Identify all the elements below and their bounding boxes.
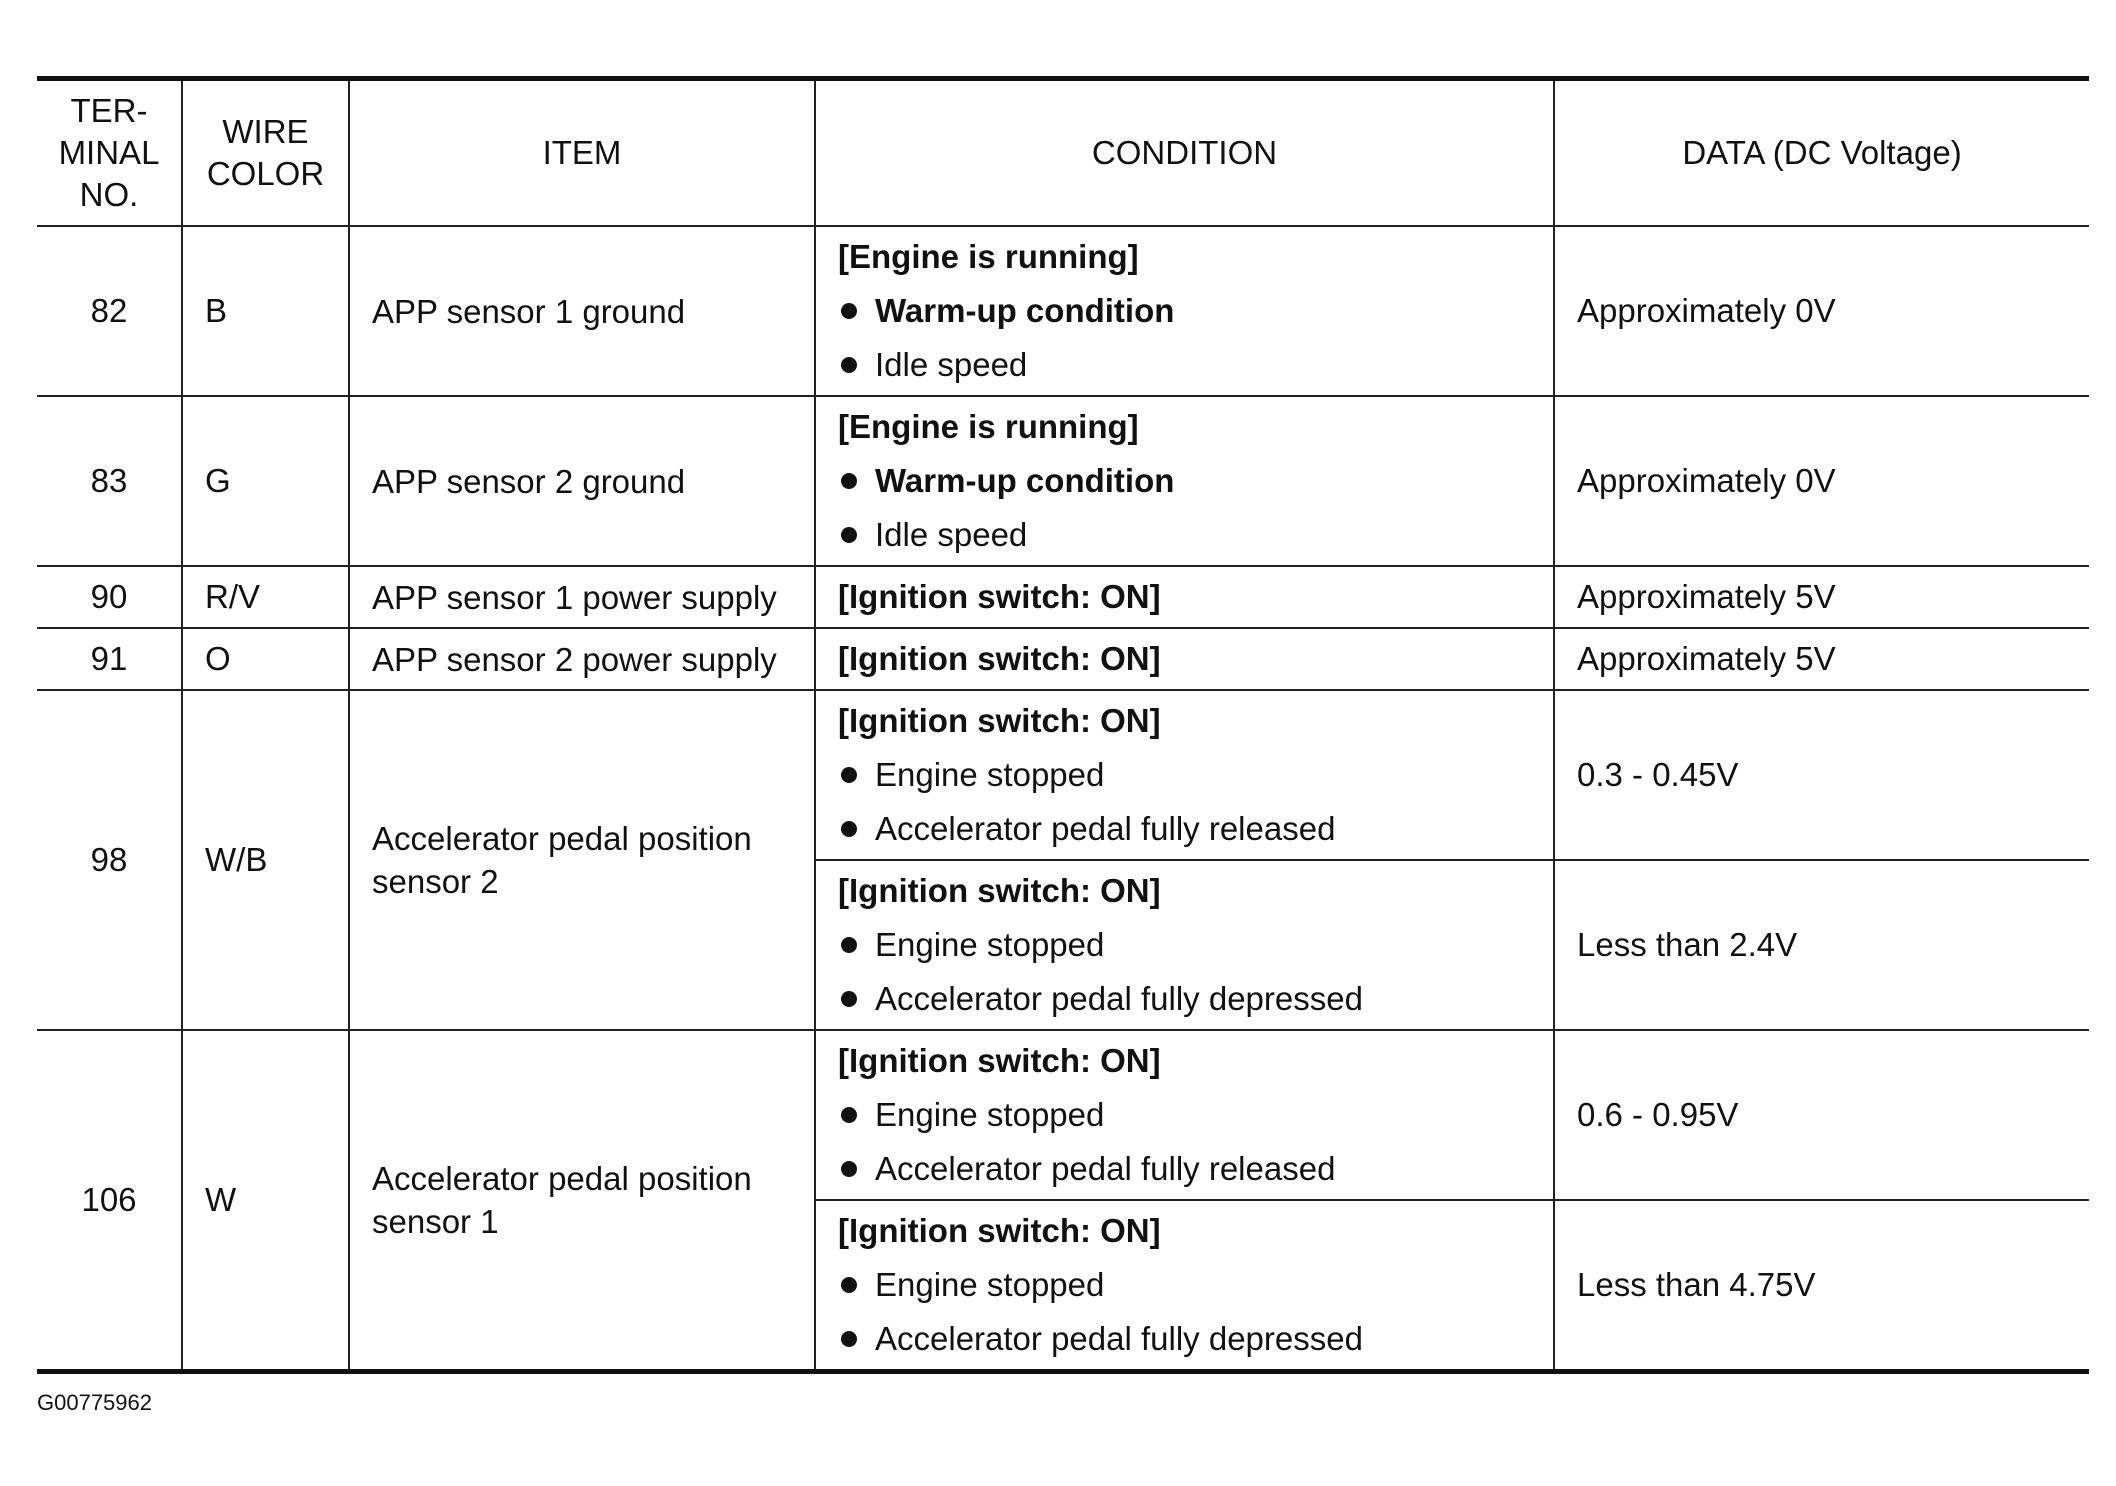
terminal-cell: 82 (37, 226, 182, 396)
data-cell: Approximately 5V (1554, 566, 2089, 628)
condition-cell (815, 860, 1554, 1030)
header-data: DATA (DC Voltage) (1554, 79, 2089, 227)
condition-cell (815, 566, 1554, 628)
wire-color-cell: W (182, 1030, 349, 1372)
condition-title: [Engine is running] (838, 408, 1139, 445)
condition-bullet (838, 748, 1553, 802)
condition-title: [Ignition switch: ON] (838, 578, 1161, 615)
bullet-icon (841, 991, 857, 1007)
data-cell: Approximately 0V (1554, 396, 2089, 566)
terminal-spec-table (37, 76, 2089, 1374)
condition-bullet-text: Warm-up condition (875, 462, 1175, 499)
condition-bullet-text: Idle speed (875, 346, 1028, 383)
bullet-icon (841, 1161, 857, 1177)
bullet-icon (841, 1277, 857, 1293)
header-condition: CONDITION (815, 79, 1554, 227)
condition-title: [Ignition switch: ON] (838, 640, 1161, 677)
bullet-icon (841, 1107, 857, 1123)
condition-bullet-text: Engine stopped (875, 1266, 1105, 1303)
data-cell: Less than 4.75V (1554, 1200, 2089, 1372)
table-row (37, 628, 2089, 690)
header-terminal-line: TER- (70, 92, 148, 129)
condition-bullet-text: Engine stopped (875, 926, 1105, 963)
terminal-cell: 83 (37, 396, 182, 566)
condition-cell (815, 396, 1554, 566)
header-terminal-no (37, 79, 182, 227)
data-cell: Approximately 5V (1554, 628, 2089, 690)
wire-color-cell: B (182, 226, 349, 396)
condition-bullet (838, 972, 1553, 1026)
condition-bullet-text: Engine stopped (875, 756, 1105, 793)
condition-title: [Ignition switch: ON] (838, 1212, 1161, 1249)
table-row (37, 566, 2089, 628)
condition-bullet (838, 1258, 1553, 1312)
table-row (37, 1030, 2089, 1200)
header-item: ITEM (349, 79, 815, 227)
wire-color-cell: W/B (182, 690, 349, 1030)
condition-bullet (838, 1088, 1553, 1142)
condition-bullet (838, 802, 1553, 856)
bullet-icon (841, 527, 857, 543)
condition-title: [Ignition switch: ON] (838, 872, 1161, 909)
condition-bullet-text: Accelerator pedal fully released (875, 1150, 1336, 1187)
terminal-cell: 91 (37, 628, 182, 690)
condition-cell (815, 226, 1554, 396)
terminal-cell: 98 (37, 690, 182, 1030)
condition-title: [Engine is running] (838, 238, 1139, 275)
condition-bullet (838, 508, 1553, 562)
condition-title: [Ignition switch: ON] (838, 1042, 1161, 1079)
condition-bullet (838, 454, 1553, 508)
bullet-icon (841, 1331, 857, 1347)
table-row (37, 690, 2089, 860)
item-cell: APP sensor 1 ground (349, 226, 815, 396)
terminal-cell: 106 (37, 1030, 182, 1372)
condition-bullet (838, 1142, 1553, 1196)
condition-bullet-text: Warm-up condition (875, 292, 1175, 329)
condition-bullet-text: Accelerator pedal fully depressed (875, 980, 1363, 1017)
item-cell: APP sensor 2 ground (349, 396, 815, 566)
table-row (37, 226, 2089, 396)
bullet-icon (841, 473, 857, 489)
data-cell: 0.6 - 0.95V (1554, 1030, 2089, 1200)
terminal-cell: 90 (37, 566, 182, 628)
header-terminal-line: NO. (79, 176, 139, 213)
data-cell: 0.3 - 0.45V (1554, 690, 2089, 860)
item-cell: APP sensor 1 power supply (349, 566, 815, 628)
wire-color-cell: R/V (182, 566, 349, 628)
header-wire-line: WIRE (222, 113, 309, 150)
condition-bullet-text: Accelerator pedal fully depressed (875, 1320, 1363, 1357)
condition-bullet (838, 918, 1553, 972)
item-cell: Accelerator pedal position sensor 2 (349, 690, 815, 1030)
condition-bullet-text: Idle speed (875, 516, 1028, 553)
condition-bullet-text: Engine stopped (875, 1096, 1105, 1133)
condition-bullet (838, 284, 1553, 338)
condition-title: [Ignition switch: ON] (838, 702, 1161, 739)
condition-cell (815, 690, 1554, 860)
item-cell: APP sensor 2 power supply (349, 628, 815, 690)
item-cell: Accelerator pedal position sensor 1 (349, 1030, 815, 1372)
bullet-icon (841, 937, 857, 953)
bullet-icon (841, 357, 857, 373)
header-terminal-line: MINAL (58, 134, 160, 171)
wire-color-cell: O (182, 628, 349, 690)
wire-color-cell: G (182, 396, 349, 566)
figure-code: G00775962 (37, 1390, 152, 1415)
bullet-icon (841, 303, 857, 319)
table-row (37, 396, 2089, 566)
condition-bullet-text: Accelerator pedal fully released (875, 810, 1336, 847)
header-wire-line: COLOR (206, 155, 325, 192)
condition-bullet (838, 338, 1553, 392)
bullet-icon (841, 767, 857, 783)
condition-cell (815, 1200, 1554, 1372)
condition-cell (815, 628, 1554, 690)
header-row (37, 79, 2089, 227)
bullet-icon (841, 821, 857, 837)
data-cell: Less than 2.4V (1554, 860, 2089, 1030)
condition-bullet (838, 1312, 1553, 1366)
data-cell: Approximately 0V (1554, 226, 2089, 396)
header-wire-color (182, 79, 349, 227)
condition-cell (815, 1030, 1554, 1200)
